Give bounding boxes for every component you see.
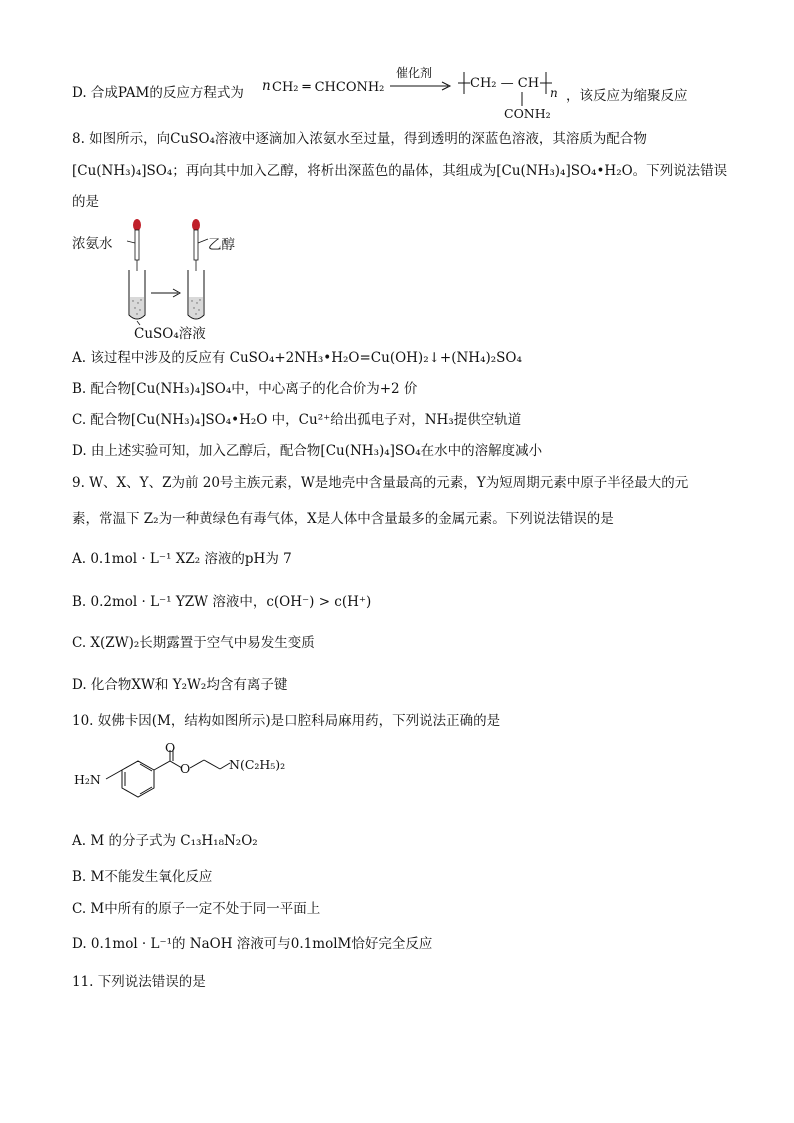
q10-option-c: C. M中所有的原子一定不处于同一平面上 — [72, 901, 321, 917]
cuso4-leader-line — [137, 321, 140, 325]
q10-struct-carbonyl-o: O — [165, 740, 176, 755]
test-tube-1-icon — [129, 270, 145, 319]
q7-option-d — [72, 84, 244, 102]
q10-struct-nr2: N(C₂H₅)₂ — [229, 757, 286, 772]
q8-option-a: A. 该过程中涉及的反应有 CuSO₄+2NH₃•H₂O=Cu(OH)₂↓+(NH₄)₂SO₄ — [72, 350, 522, 366]
q9-option-c: C. X(ZW)₂长期露置于空气中易发生变质 — [72, 635, 315, 651]
q10-option-a: A. M 的分子式为 C₁₃H₁₈N₂O₂ — [72, 833, 258, 849]
q10-option-d: D. 0.1mol · L⁻¹的 NaOH 溶液可与0.1molM恰好完全反应 — [72, 936, 433, 952]
q10-struct-amine: H₂N — [74, 772, 101, 787]
q8-stem-line2: [Cu(NH₃)₄]SO₄；再向其中加入乙醇，将析出深蓝色的晶体，其组成为[Cu(NH₃)₄]SO₄•H₂O。下列说法错误 — [72, 163, 728, 179]
q11-stem: 11. 下列说法错误的是 — [72, 974, 206, 990]
q9-option-d: D. 化合物XW和 Y₂W₂均含有离子键 — [72, 677, 288, 693]
q8-option-d: D. 由上述实验可知，加入乙醇后，配合物[Cu(NH₃)₄]SO₄在水中的溶解度减小 — [72, 443, 543, 459]
q8-fig-label-ammonia: 浓氨水 — [72, 236, 113, 252]
q7-catalyst: 催化剂 — [396, 66, 433, 80]
dropper-1-icon — [133, 219, 141, 271]
q10-stem: 10. 奴佛卡因(M，结构如图所示)是口腔科局麻用药，下列说法正确的是 — [72, 713, 501, 729]
q9-option-a: A. 0.1mol · L⁻¹ XZ₂ 溶液的pH为 7 — [72, 551, 292, 567]
q7-reaction-arrow — [390, 80, 454, 92]
q8-stem-line1: 8. 如图所示，向CuSO₄溶液中逐滴加入浓氨水至过量，得到透明的深蓝色溶液，其溶质为配合物 — [72, 131, 647, 147]
q7-polymer-sub: CONH₂ — [504, 106, 551, 121]
ammonia-leader-line — [127, 241, 135, 243]
q7-reactant: CH₂ ═ CHCONH₂ — [272, 80, 385, 95]
q7-polymer-n: n — [550, 86, 558, 100]
q8-stem-line3: 的是 — [72, 194, 99, 210]
q7-option-d-prefix: D. 合成PAM的反应方程式为 — [72, 85, 244, 101]
q9-stem-line2: 素，常温下 Z₂为一种黄绿色有毒气体，X是人体中含量最多的金属元素。下列说法错误的是 — [72, 511, 614, 527]
q7-polymer-bond — [520, 92, 524, 106]
q8-option-b: B. 配合物[Cu(NH₃)₄]SO₄中，中心离子的化合价为+2 价 — [72, 381, 418, 397]
q7-polymer-bracket-left — [458, 70, 470, 96]
q7-polymer-main: CH₂ — CH — [470, 76, 540, 91]
q7-option-d-suffix: ，该反应为缩聚反应 — [566, 88, 688, 104]
test-tube-2-icon — [188, 270, 204, 319]
arrow-icon — [151, 289, 180, 297]
q8-fig-label-cuso4: CuSO₄溶液 — [134, 326, 206, 342]
q10-option-b: B. M不能发生氧化反应 — [72, 869, 213, 885]
q8-option-c: C. 配合物[Cu(NH₃)₄]SO₄•H₂O 中，Cu²⁺给出孤电子对，NH₃提供空轨道 — [72, 412, 522, 428]
q8-experiment-figure — [110, 215, 220, 335]
q10-struct-ester-o: O — [180, 761, 191, 776]
ethanol-leader-line — [198, 239, 208, 243]
q8-fig-label-ethanol: 乙醇 — [208, 237, 235, 253]
dropper-2-icon — [192, 219, 200, 271]
q7-reactant-n: n — [262, 78, 271, 94]
q9-option-b: B. 0.2mol · L⁻¹ YZW 溶液中，c(OH⁻) > c(H⁺) — [72, 594, 372, 610]
q9-stem-line1: 9. W、X、Y、Z为前 20号主族元素，W是地壳中含量最高的元素，Y为短周期元素中原子半径最大的元 — [72, 475, 689, 491]
